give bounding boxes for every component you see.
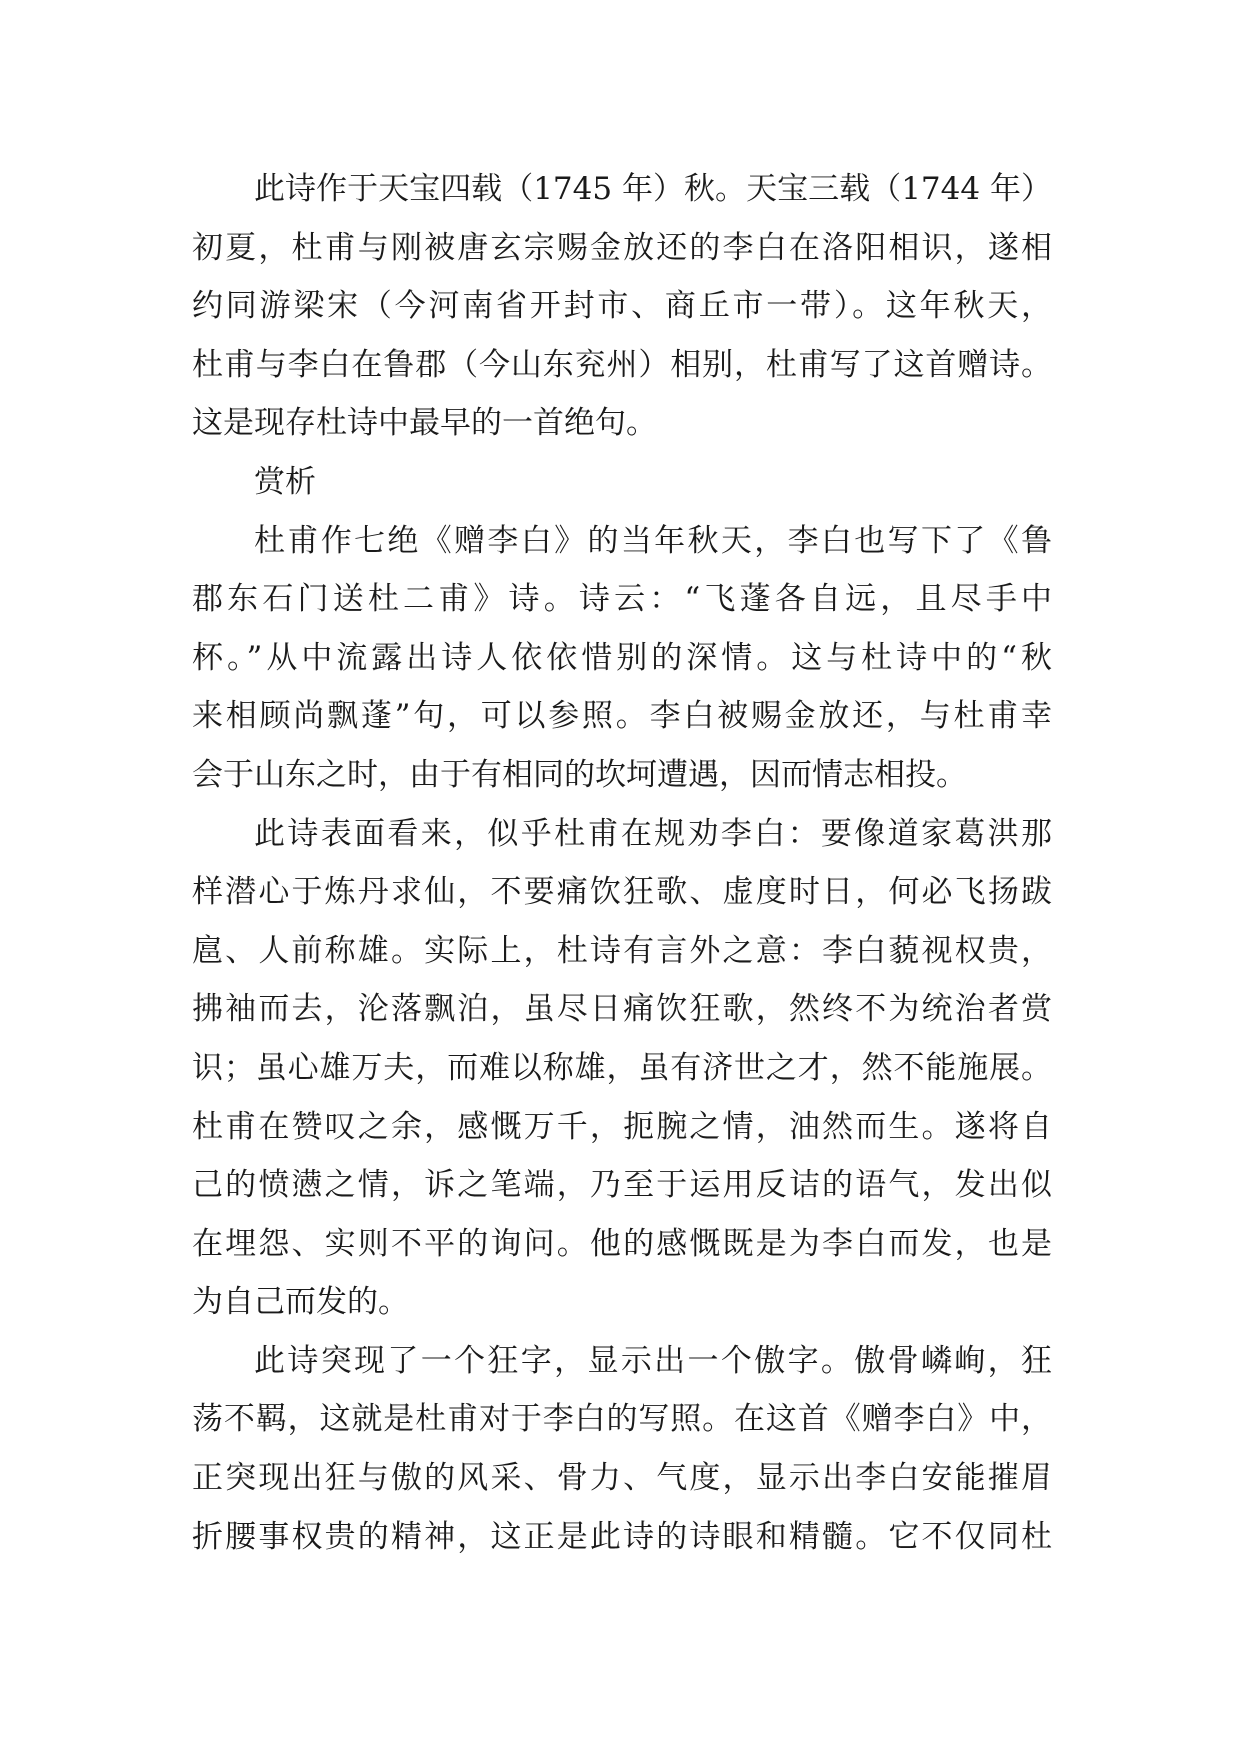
text-line: 拂袖而去，沦落飘泊，虽尽日痛饮狂歌，然终不为统治者赏: [192, 991, 1052, 1028]
text-line: 会于山东之时，由于有相同的坎坷遭遇，因而情志相投。: [192, 756, 967, 793]
paragraph-appreciation-2-line: [192, 805, 1052, 864]
text-line: 杜甫与李白在鲁郡（今山东兖州）相别，杜甫写了这首赠诗。: [192, 346, 1052, 383]
paragraph-appreciation-3-line: [192, 1390, 1052, 1449]
paragraph-appreciation-3-line: [192, 1508, 1052, 1567]
text-line: 此诗突现了一个狂字，显示出一个傲字。傲骨嶙峋，狂: [254, 1342, 1052, 1379]
heading-text: 赏析: [254, 463, 316, 500]
paragraph-appreciation-2-line: [192, 1156, 1052, 1215]
body-text: [192, 160, 1052, 1566]
text-line: 此诗表面看来，似乎杜甫在规劝李白：要像道家葛洪那: [254, 815, 1052, 852]
paragraph-appreciation-2-line: [192, 1273, 1052, 1332]
paragraph-appreciation-2-line: [192, 922, 1052, 981]
paragraph-background-line: [192, 277, 1052, 336]
paragraph-background-line: [192, 394, 1052, 453]
text-line: 样潜心于炼丹求仙，不要痛饮狂歌、虚度时日，何必飞扬跋: [192, 874, 1052, 911]
text-line: 正突现出狂与傲的风采、骨力、气度，显示出李白安能摧眉: [192, 1460, 1052, 1497]
paragraph-appreciation-1-line: [192, 629, 1052, 688]
text-line: 为自己而发的。: [192, 1284, 409, 1321]
paragraph-appreciation-2-line: [192, 1098, 1052, 1157]
paragraph-appreciation-3-line: [192, 1332, 1052, 1391]
text-line: 郡东石门送杜二甫》诗。诗云：“飞蓬各自远，且尽手中: [192, 581, 1052, 618]
paragraph-appreciation-2-line: [192, 980, 1052, 1039]
paragraph-appreciation-3-line: [192, 1449, 1052, 1508]
text-line: 来相顾尚飘蓬”句，可以参照。李白被赐金放还，与杜甫幸: [192, 698, 1052, 735]
text-line: 此诗作于天宝四载（1745 年）秋。天宝三载（1744 年）: [254, 171, 1052, 207]
paragraph-appreciation-1-line: [192, 687, 1052, 746]
text-line: 荡不羁，这就是杜甫对于李白的写照。在这首《赠李白》中，: [192, 1401, 1052, 1438]
paragraph-appreciation-2-line: [192, 1215, 1052, 1274]
paragraph-background-line: [192, 336, 1052, 395]
text-line: 己的愤懑之情，诉之笔端，乃至于运用反诘的语气，发出似: [192, 1167, 1052, 1204]
text-line: 约同游梁宋（今河南省开封市、商丘市一带）。这年秋天，: [192, 288, 1052, 325]
paragraph-background-line: [192, 219, 1052, 278]
section-heading: [192, 453, 1052, 512]
text-line: 初夏，杜甫与刚被唐玄宗赐金放还的李白在洛阳相识，遂相: [192, 229, 1052, 266]
paragraph-appreciation-2-line: [192, 1039, 1052, 1098]
text-line: 在埋怨、实则不平的询问。他的感慨既是为李白而发，也是: [192, 1225, 1052, 1262]
text-line: 杯。”从中流露出诗人依依惜别的深情。这与杜诗中的“秋: [192, 639, 1052, 676]
paragraph-appreciation-2-line: [192, 863, 1052, 922]
text-line: 折腰事权贵的精神，这正是此诗的诗眼和精髓。它不仅同杜: [192, 1518, 1052, 1555]
text-line: 这是现存杜诗中最早的一首绝句。: [192, 405, 657, 442]
text-line: 杜甫作七绝《赠李白》的当年秋天，李白也写下了《鲁: [254, 522, 1052, 559]
paragraph-background-line: [192, 160, 1052, 219]
text-line: 杜甫在赞叹之余，感慨万千，扼腕之情，油然而生。遂将自: [192, 1108, 1052, 1145]
text-line: 扈、人前称雄。实际上，杜诗有言外之意：李白藐视权贵，: [192, 932, 1052, 969]
paragraph-appreciation-1-line: [192, 746, 1052, 805]
paragraph-appreciation-1-line: [192, 570, 1052, 629]
paragraph-appreciation-1-line: [192, 512, 1052, 571]
text-line: 识；虽心雄万夫，而难以称雄，虽有济世之才，然不能施展。: [192, 1049, 1052, 1086]
